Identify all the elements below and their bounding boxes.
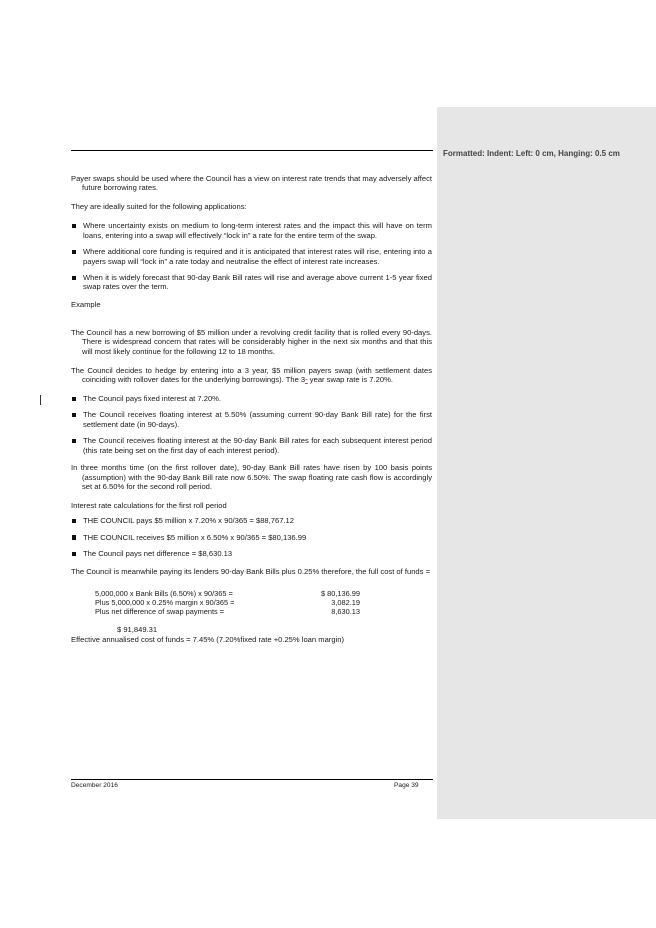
calc-value: 8,630.13 (331, 606, 360, 616)
list-item: THE COUNCIL receives $5 million x 6.50% x 90/365 = $80,136.99 (71, 533, 432, 542)
calc-desc: 5,000,000 x Bank Bills (6.50%) x 90/365 = (95, 588, 233, 598)
effective-cost: Effective annualised cost of funds = 7.45% (7.20%fixed rate +0.25% loan margin) (71, 634, 344, 644)
applications-list (71, 221, 432, 291)
list-item: Where additional core funding is required and it is anticipated that interest rates will rise, entering into a payers swap will “lock in” a rate today and neutralise the effect of interest rate increases. (71, 247, 432, 266)
intro-paragraph: Payer swaps should be used where the Council has a view on interest rate trends that may adversely affect future borrowing rates. (71, 174, 432, 193)
document-body (71, 174, 432, 654)
header-rule (71, 150, 433, 151)
list-item: The Council pays net difference = $8,630.13 (71, 549, 432, 558)
list-item: The Council receives floating interest at 5.50% (assuming current 90-day Bank Bill rate) for the first settlement date (in 90-days). (71, 410, 432, 429)
calc-desc: Plus net difference of swap payments = (95, 606, 225, 616)
change-bar (40, 395, 41, 405)
calc-intro: Interest rate calculations for the first roll period (71, 500, 227, 510)
hedge-paragraph (71, 366, 432, 385)
meanwhile-paragraph: The Council is meanwhile paying its lenders 90-day Bank Bills plus 0.25% therefore, the full cost of funds = (71, 566, 430, 576)
calc-value: $ 80,136.99 (320, 588, 360, 598)
example-heading: Example (71, 299, 101, 309)
formatting-comment[interactable]: Formatted: Indent: Left: 0 cm, Hanging: 0.5 cm (443, 149, 620, 158)
applications-intro: They are ideally suited for the following applications: (71, 202, 247, 212)
list-item: The Council receives floating interest at the 90-day Bank Bill rates for each subsequent interest period (this rate being set on the first day of each interest period). (71, 436, 432, 455)
calc-desc: Plus 5,000,000 x 0.25% margin x 90/365 = (95, 597, 235, 607)
calc-total (95, 625, 432, 634)
hedge-text-part2: year swap rate is 7.20%. (307, 375, 393, 385)
tracked-change-mark: - (305, 375, 308, 385)
footer-rule (71, 779, 433, 780)
roll-calcs-list (71, 516, 432, 558)
footer-date: December 2016 (71, 782, 118, 789)
calc-total-value: $ 91,849.31 (117, 625, 158, 635)
list-item: The Council pays fixed interest at 7.20%. (71, 394, 432, 403)
cost-calculation (95, 590, 432, 616)
new-borrowing-paragraph: The Council has a new borrowing of $5 million under a revolving credit facility that is rolled every 90-days. There is widespread concern that rates will be considerably higher in the next six months and that this will most likely continue for the following 12 to 18 months. (71, 327, 432, 356)
comment-sidebar (437, 107, 656, 819)
three-months-paragraph: In three months time (on the first rollover date), 90-day Bank Bill rates have risen by 100 basis points (assumption) with the 90-day Bank Bill rate now 6.50%. The swap floating rate cash flow is accordingly set at 6.50% for the second roll period. (71, 463, 432, 491)
calc-row (95, 608, 432, 617)
calc-value: 3,082.19 (331, 597, 360, 607)
list-item: THE COUNCIL pays $5 million x 7.20% x 90/365 = $88,767.12 (71, 516, 432, 525)
page-number: Page 39 (394, 782, 419, 789)
list-item: When it is widely forecast that 90-day Bank Bill rates will rise and average above current 1-5 year fixed swap rates over the term. (71, 273, 432, 292)
hedge-text-part1: The Council decides to hedge by entering into a 3 year, $5 million payers swap (with settlement dates coinciding with rollover dates for the underlying borrowings). The 3 (71, 365, 432, 385)
swap-terms-list (71, 394, 432, 455)
list-item: Where uncertainty exists on medium to long-term interest rates and the impact this will have on term loans, entering into a swap will effectively “lock in” a rate for the entire term of the swap. (71, 221, 432, 240)
